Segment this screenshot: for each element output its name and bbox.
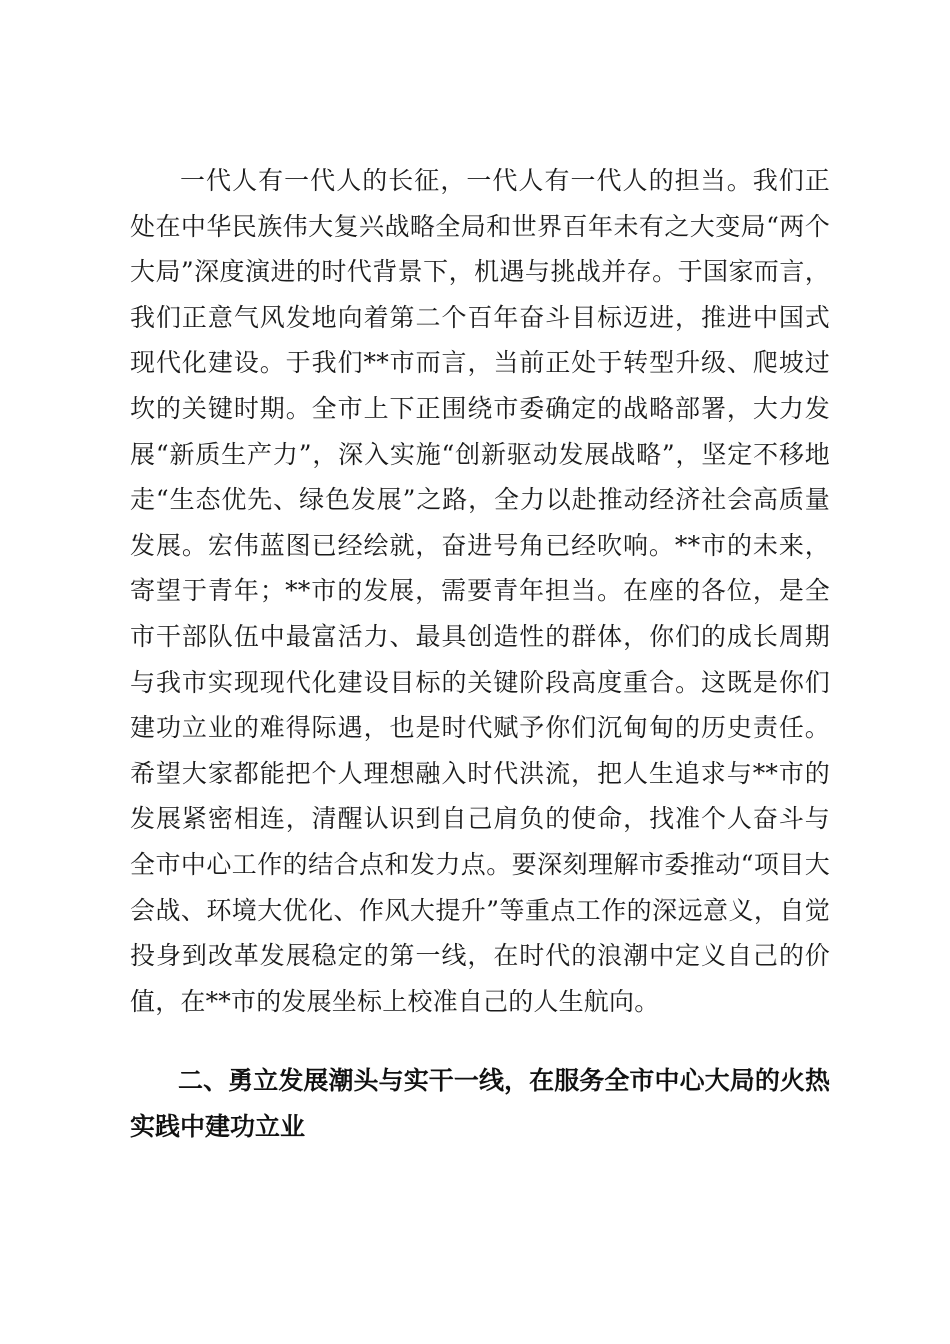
body-paragraph: 一代人有一代人的长征，一代人有一代人的担当。我们正处在中华民族伟大复兴战略全局和世界百年未有之大变局“两个大局”深度演进的时代背景下，机遇与挑战并存。于国家而言，我们正意气风发地向着第二个百年奋斗目标迈进，推进中国式现代化建设。于我们**市而言，当前正处于转型升级、爬坡过坎的关键时期。全市上下正围绕市委确定的战略部署，大力发展“新质生产力”，深入实施“创新驱动发展战略”，坚定不移地走“生态优先、绿色发展”之路，全力以赴推动经济社会高质量发展。宏伟蓝图已经绘就，奋进号角已经吹响。**市的未来，寄望于青年；**市的发展，需要青年担当。在座的各位，是全市干部队伍中最富活力、最具创造性的群体，你们的成长周期与我市实现现代化建设目标的关键阶段高度重合。这既是你们建功立业的难得际遇，也是时代赋予你们沉甸甸的历史责任。希望大家都能把个人理想融入时代洪流，把人生追求与**市的发展紧密相连，清醒认识到自己肩负的使命，找准个人奋斗与全市中心工作的结合点和发力点。要深刻理解市委推动“项目大会战、环境大优化、作风大提升”等重点工作的深远意义，自觉投身到改革发展稳定的第一线，在时代的浪潮中定义自己的价值，在**市的发展坐标上校准自己的人生航向。 [130, 166, 830, 1016]
section-heading: 二、勇立发展潮头与实干一线，在服务全市中心大局的火热实践中建功立业 [130, 1066, 830, 1141]
